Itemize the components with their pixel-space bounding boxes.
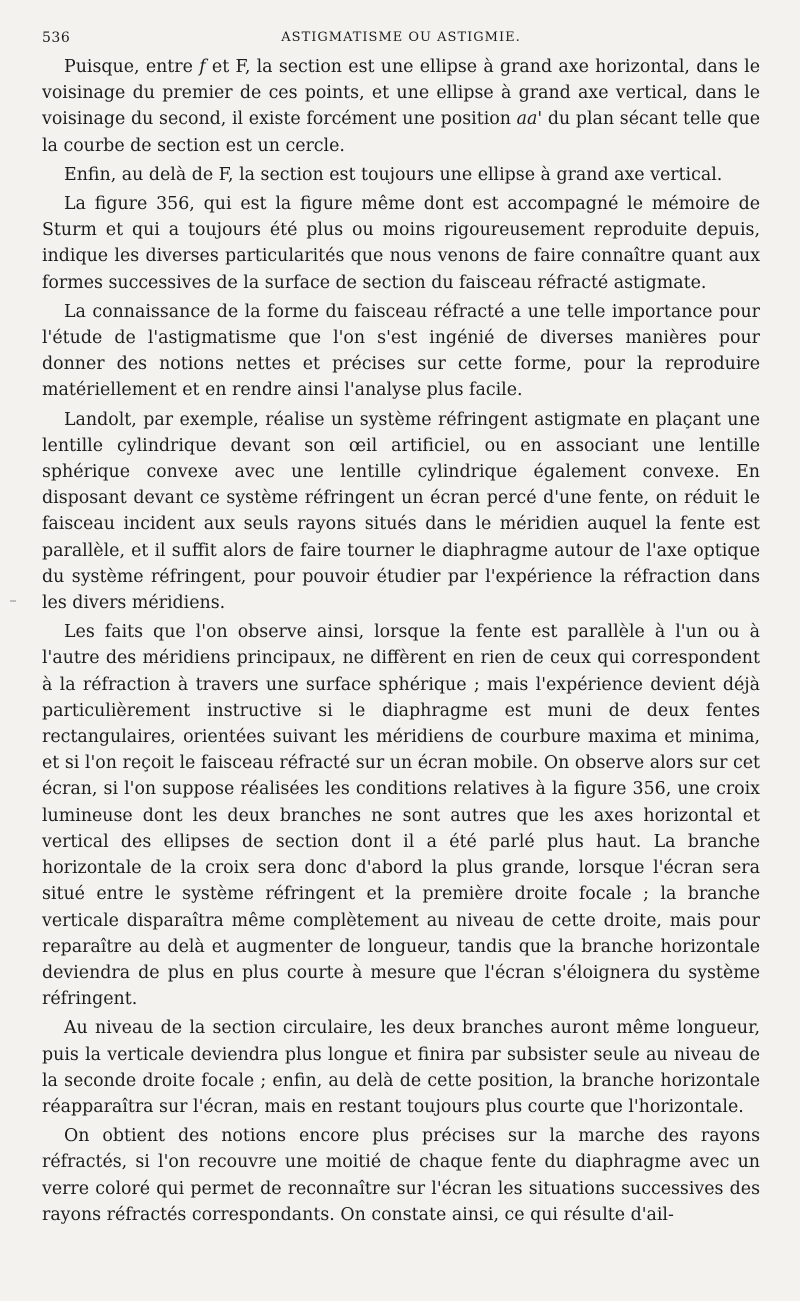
paragraph: Enfin, au delà de F, la section est toujours une ellipse à grand axe vertical. [64, 164, 723, 185]
paragraph: Au niveau de la section circulaire, les deux branches auront même longueur, puis la verticale deviendra plus longue et finira par subsister seule au niveau de la seconde droite focale ; enfin, au delà de cette position, la branche horizontale réapparaîtra sur l'écran, mais en restant toujours plus courte que l'horizontale. [42, 1018, 760, 1117]
margin-mark [10, 600, 16, 602]
page-number: 536 [42, 30, 71, 46]
paragraph-text: Puisque, entre [64, 57, 200, 77]
paragraph-text: et F, la section est une ellipse à grand axe horizontal, dans le voisinage du premier de ces points, et une ellipse à grand axe vertical, dans le voisinage du second, il existe forcément une position [42, 57, 760, 130]
running-head [42, 30, 760, 54]
paragraph: On obtient des notions encore plus précises sur la marche des rayons réfractés, si l'on recouvre une moitié de chaque fente du diaphragme avec un verre coloré qui permet de reconnaître sur l'écran les situations successives des rayons réfractés correspondants. On constate ainsi, ce qui résulte d'ail- [42, 1126, 760, 1225]
paragraph: Les faits que l'on observe ainsi, lorsque la fente est parallèle à l'un ou à l'autre des méridiens principaux, ne diffèrent en rien de ceux qui correspondent à la réfraction à travers une surface sphérique ; mais l'expérience devient déjà particulièrement instructive si le diaphragme est muni de deux fentes rectangulaires, orientées suivant les méridiens de courbure maxima et minima, et si l'on reçoit le faisceau réfracté sur un écran mobile. On observe alors sur cet écran, si l'on suppose réalisées les conditions relatives à la figure 356, une croix lumineuse dont les deux branches ne sont autres que les axes horizontal et vertical des ellipses de section dont il a été parlé plus haut. La branche horizontale de la croix sera donc d'abord la plus grande, lorsque l'écran sera situé entre le système réfringent et la première droite focale ; la branche verticale disparaîtra même complètement au niveau de cette droite, mais pour reparaître au delà et augmenter de longueur, tandis que la branche horizontale deviendra de plus en plus courte à mesure que l'écran s'éloignera du système réfringent. [42, 622, 760, 1010]
body-text [42, 54, 760, 1228]
running-title: ASTIGMATISME OU ASTIGMIE. [281, 30, 521, 45]
paragraph: La figure 356, qui est la figure même dont est accompagné le mémoire de Sturm et qui a toujours été plus ou moins rigoureusement reproduite depuis, indique les diverses particularités que nous venons de faire connaître quant aux formes successives de la surface de section du faisceau réfracté astigmate. [42, 194, 760, 293]
variable-aa: aa' [516, 109, 543, 130]
paragraph: Landolt, par exemple, réalise un système réfringent astigmate en plaçant une lentille cylindrique devant son œil artificiel, ou en associant une lentille sphérique convexe avec une lentille cylindrique également convexe. En disposant devant ce système réfringent un écran percé d'une fente, on réduit le faisceau incident aux seuls rayons situés dans le méridien auquel la fente est parallèle, et il suffit alors de faire tourner le diaphragme autour de l'axe optique du système réfringent, pour pouvoir étudier par l'expérience la réfraction dans les divers méridiens. [42, 409, 760, 614]
paragraph-text: du plan sécant telle que la courbe de section est un cercle. [42, 109, 760, 156]
variable-f: f [199, 57, 206, 77]
paragraph: La connaissance de la forme du faisceau réfracté a une telle importance pour l'étude de l'astigmatisme que l'on s'est ingénié de diverses manières pour donner des notions nettes et précises sur cette forme, pour la reproduire matériellement et en rendre ainsi l'analyse plus facile. [42, 301, 760, 401]
paragraph [42, 54, 760, 159]
